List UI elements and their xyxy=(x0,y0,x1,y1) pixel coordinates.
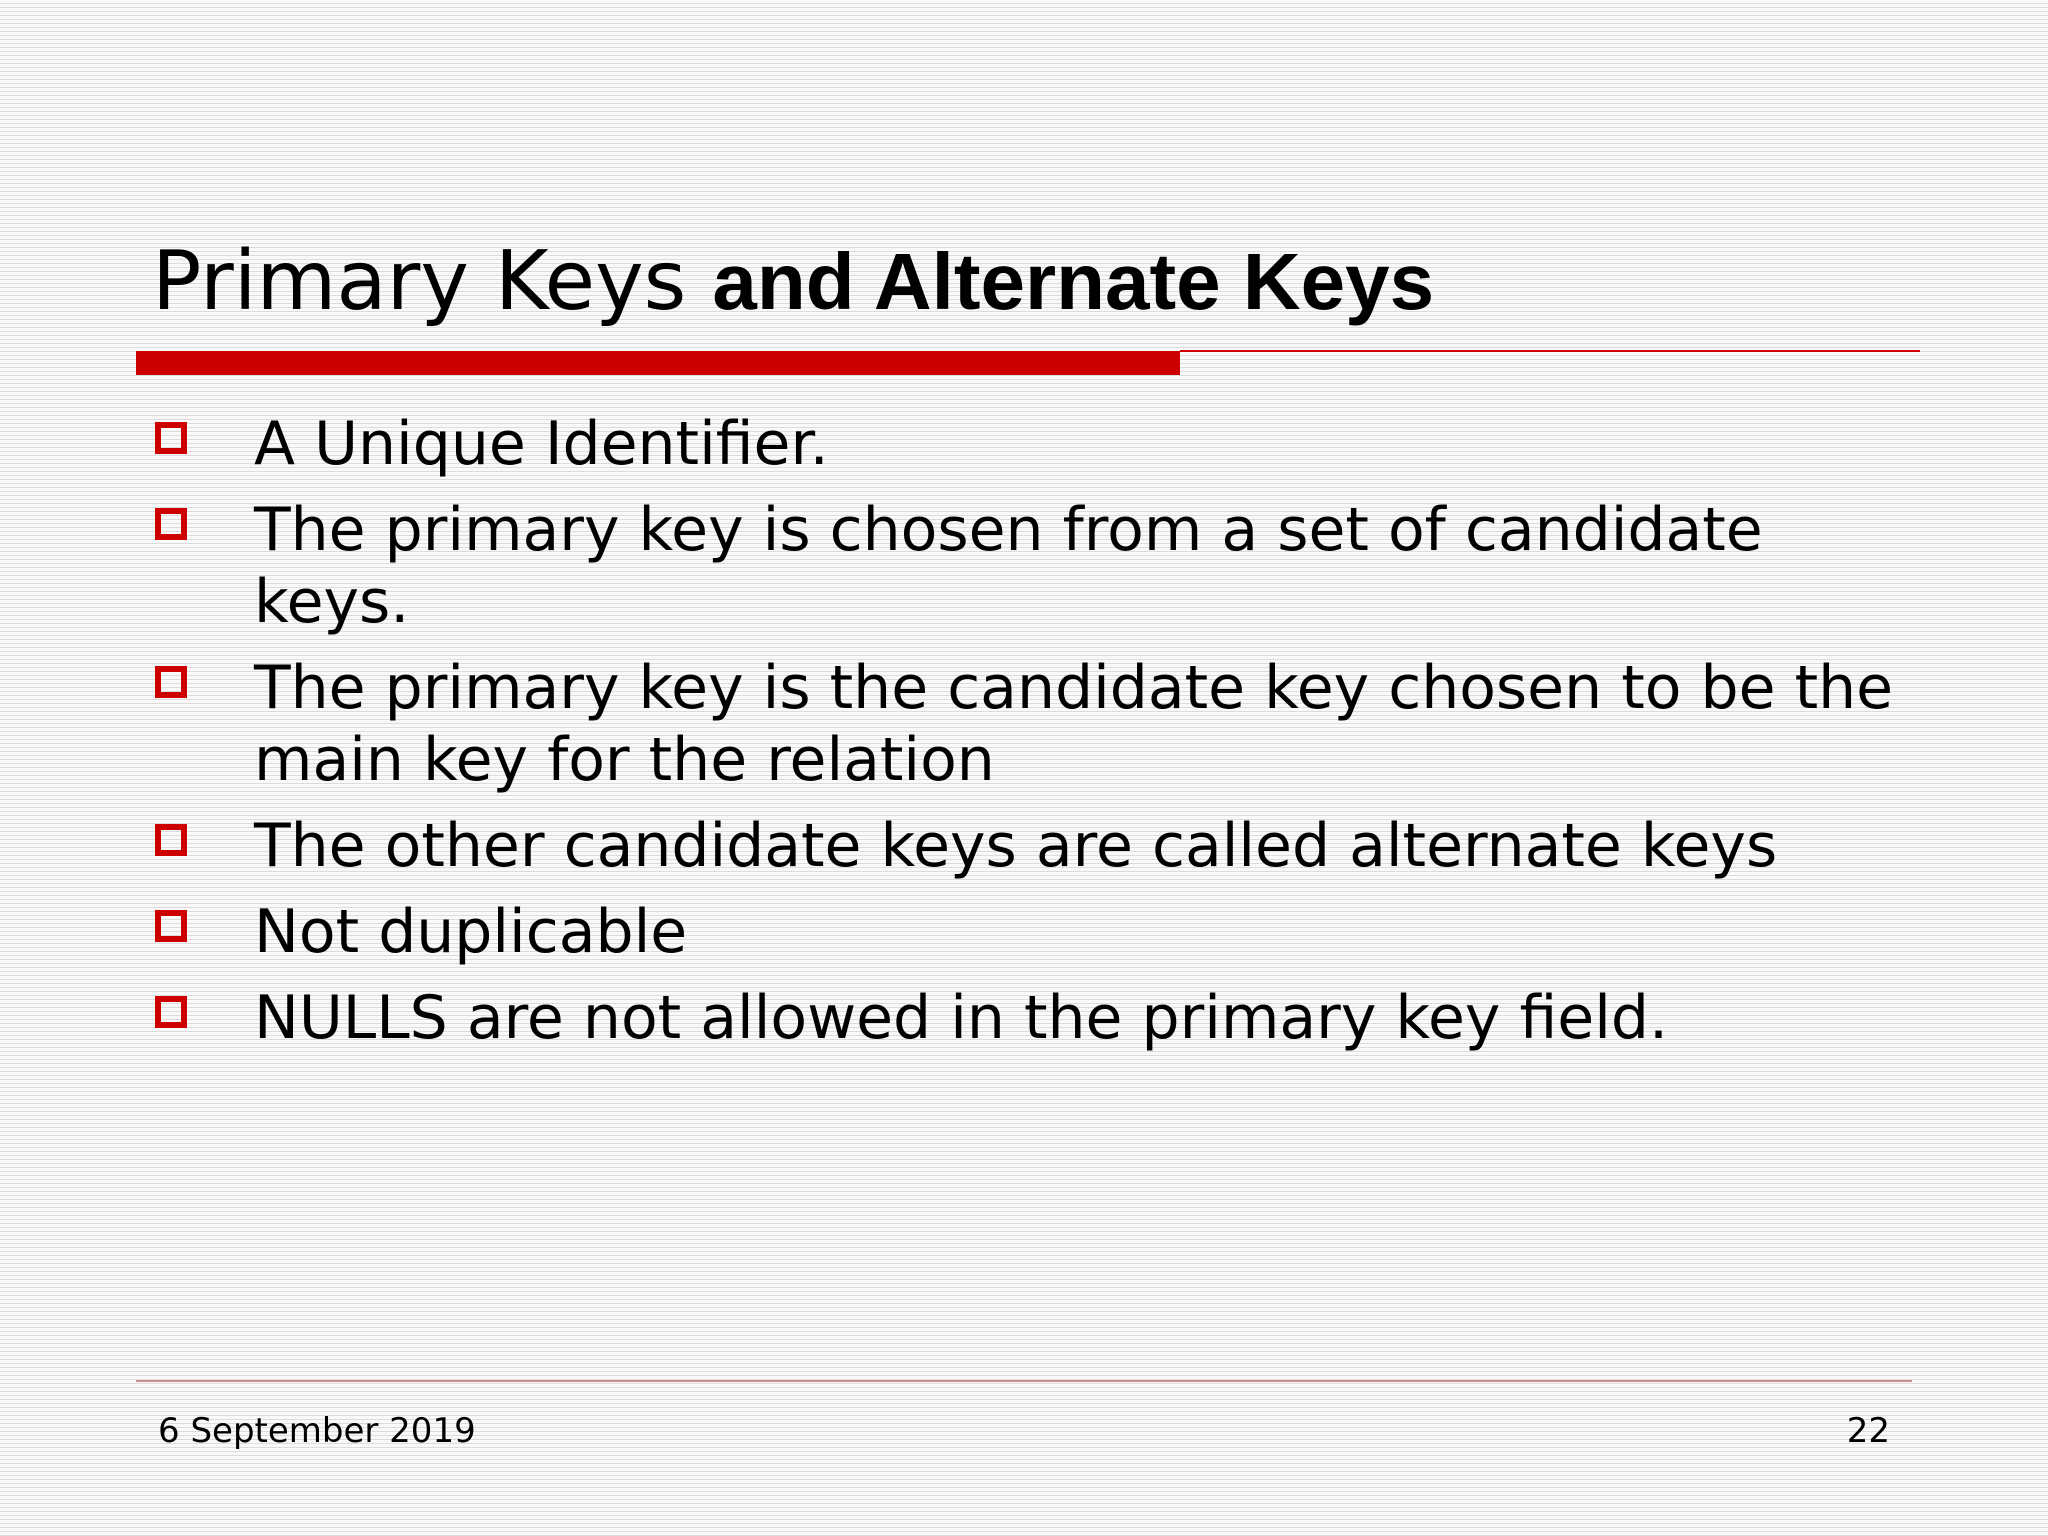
bullet-item xyxy=(150,652,1910,796)
title-underline-thick xyxy=(136,351,1180,375)
page-number: 22 xyxy=(1846,1411,1890,1451)
footer-date: 6 September 2019 xyxy=(158,1411,476,1451)
slide-title-bold: and Alternate Keys xyxy=(712,237,1435,326)
title-underline-thin xyxy=(1180,350,1920,352)
bullet-text: NULLS are not allowed in the primary key field. xyxy=(254,983,1669,1053)
bullet-list xyxy=(150,408,1910,1068)
bullet-item xyxy=(150,896,1910,968)
bullet-text: The primary key is the candidate key chosen to be the main key for the relation xyxy=(254,653,1894,795)
bullet-text: The primary key is chosen from a set of candidate keys. xyxy=(254,495,1763,637)
slide-title xyxy=(152,232,1434,332)
hollow-square-icon xyxy=(155,422,187,454)
hollow-square-icon xyxy=(155,666,187,698)
footer-divider xyxy=(136,1380,1912,1382)
bullet-text: A Unique Identifier. xyxy=(254,409,829,479)
hollow-square-icon xyxy=(155,508,187,540)
bullet-item xyxy=(150,408,1910,480)
bullet-item xyxy=(150,810,1910,882)
hollow-square-icon xyxy=(155,824,187,856)
hollow-square-icon xyxy=(155,910,187,942)
bullet-text: The other candidate keys are called alternate keys xyxy=(254,811,1778,881)
bullet-item xyxy=(150,982,1910,1054)
hollow-square-icon xyxy=(155,996,187,1028)
bullet-text: Not duplicable xyxy=(254,897,688,967)
slide-title-regular: Primary Keys xyxy=(152,234,713,329)
bullet-item xyxy=(150,494,1910,638)
